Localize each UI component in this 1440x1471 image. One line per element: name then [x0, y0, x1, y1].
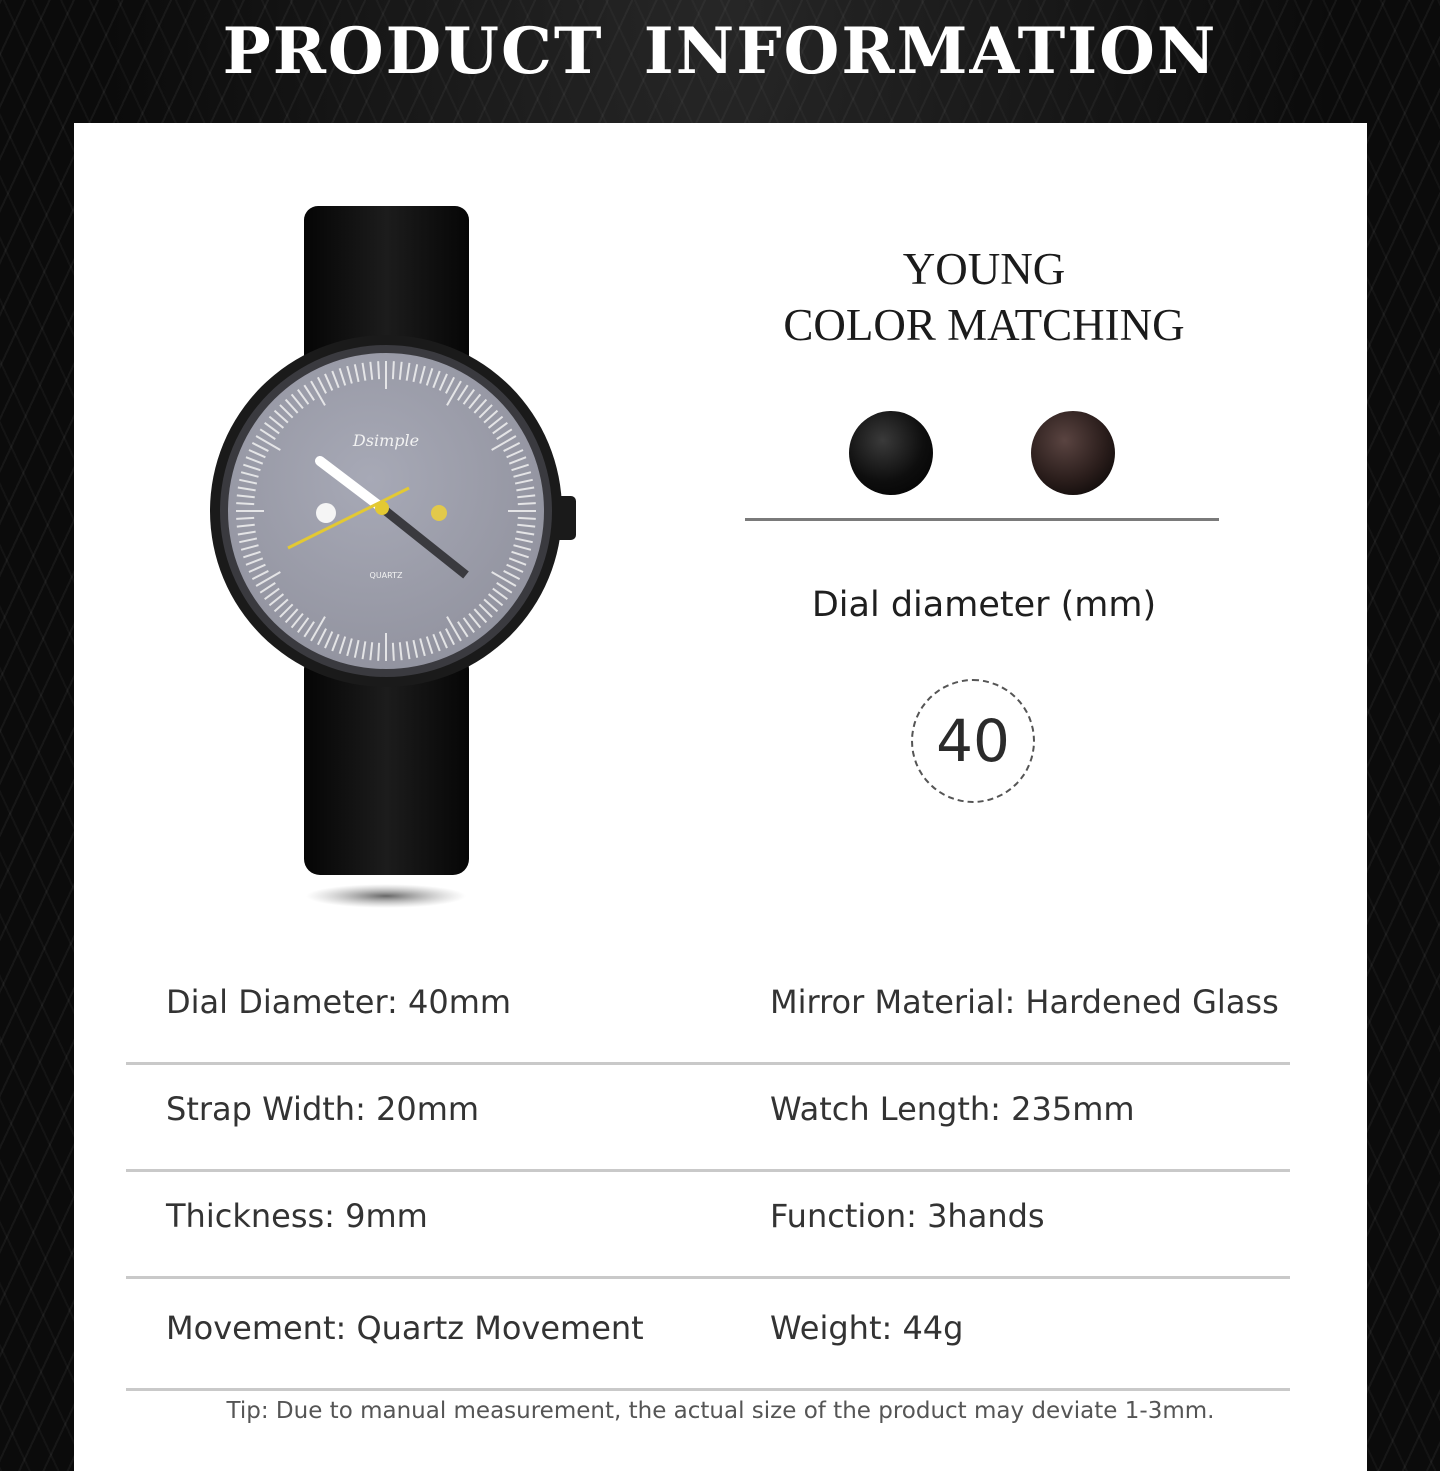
watch-illustration: [204, 203, 584, 923]
spec-weight: Weight: 44g: [770, 1309, 964, 1347]
dial-tick: [378, 643, 379, 661]
dial-tick: [393, 361, 394, 379]
table-row: [126, 1065, 1290, 1172]
dial-tick: [518, 518, 536, 519]
color-swatches: [849, 411, 1119, 501]
spec-dial-diameter: Dial Diameter: 40mm: [166, 983, 512, 1021]
spec-mirror-material: Mirror Material: Hardened Glass: [770, 983, 1279, 1021]
watch-image: [204, 203, 584, 923]
measurement-tip: Tip: Due to manual measurement, the actual size of the product may deviate 1-3mm.: [226, 1398, 1215, 1424]
swatch-dark-brown[interactable]: [1031, 411, 1115, 495]
dial-diameter-badge: [911, 679, 1035, 803]
tagline-line-2: COLOR MATCHING: [783, 300, 1185, 350]
product-info-panel: [74, 123, 1367, 1471]
swatch-black[interactable]: [849, 411, 933, 495]
dial-diameter-value: 40: [936, 707, 1010, 775]
spec-strap-width: Strap Width: 20mm: [166, 1090, 480, 1128]
spec-thickness: Thickness: 9mm: [166, 1197, 428, 1235]
spec-function: Function: 3hands: [770, 1197, 1045, 1235]
dial-tick: [393, 643, 394, 661]
tagline-line-1: YOUNG: [902, 244, 1066, 294]
watch-brand-text: Dsimple: [352, 431, 420, 450]
dial-diameter-label: Dial diameter (mm): [811, 585, 1157, 625]
dial-tick: [378, 361, 379, 379]
dial-tick: [236, 503, 254, 504]
dial-tick: [236, 518, 254, 519]
specs-table: [126, 958, 1290, 1391]
table-row: [126, 958, 1290, 1065]
watch-dial-text: QUARTZ: [369, 571, 403, 580]
spec-movement: Movement: Quartz Movement: [166, 1309, 644, 1347]
dial-tick: [518, 503, 536, 504]
section-divider: [745, 518, 1219, 521]
spec-watch-length: Watch Length: 235mm: [770, 1090, 1135, 1128]
page-title: PRODUCT INFORMATION: [222, 14, 1218, 89]
table-row: [126, 1279, 1290, 1391]
color-matching-heading: [744, 241, 1224, 353]
table-row: [126, 1172, 1290, 1279]
